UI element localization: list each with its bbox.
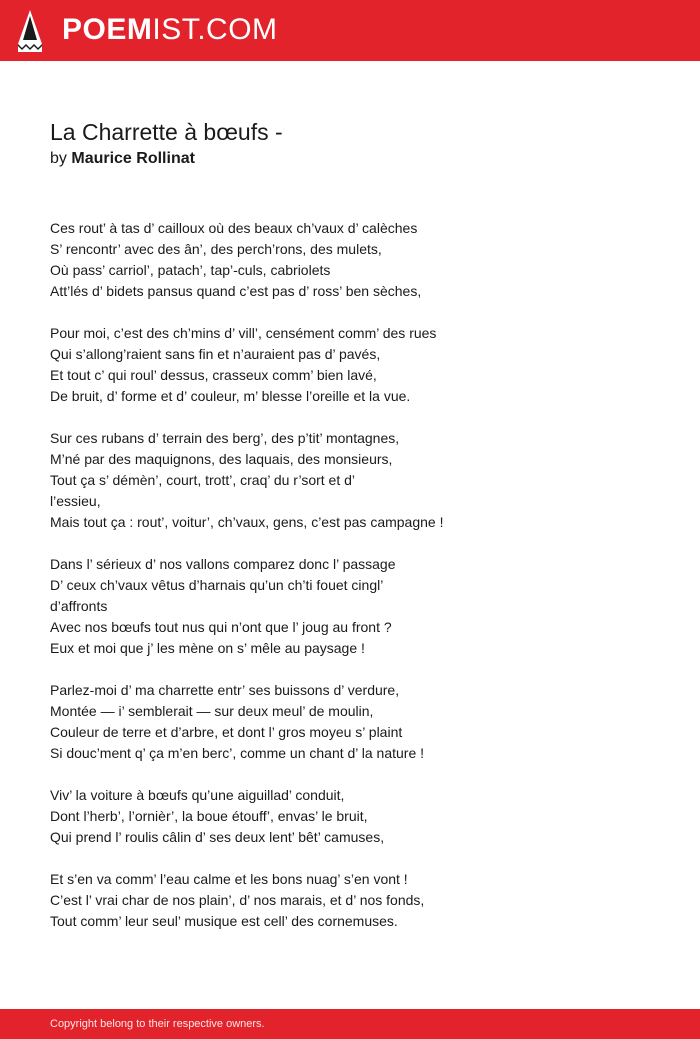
logo-bold-text: POEM: [62, 13, 153, 46]
poem-line: Tout ça s’ démèn’, court, trott’, craq’ du r’sort et d’: [50, 472, 356, 488]
poem-line: C’est l’ vrai char de nos plain’, d’ nos marais, et d’ nos fonds,: [50, 892, 425, 908]
poem-line: l’essieu,: [50, 493, 101, 509]
poem-line: d’affronts: [50, 598, 108, 614]
poem-line: Tout comm’ leur seul’ musique est cell’ des cornemuses.: [50, 913, 398, 929]
poem-line: Où pass’ carriol’, patach’, tap’-culs, cabriolets: [50, 262, 331, 278]
poem-line: Dont l’herb’, l’ornièr’, la boue étouff’, envas’ le bruit,: [50, 808, 368, 824]
poem-stanza: [50, 428, 520, 533]
poem-line: Mais tout ça : rout’, voitur’, ch’vaux, gens, c’est pas campagne !: [50, 514, 444, 530]
pencil-tip-icon[interactable]: [18, 10, 42, 52]
poem-line: M’né par des maquignons, des laquais, des monsieurs,: [50, 451, 393, 467]
poem-stanza: [50, 218, 520, 302]
logo-light-text: IST.COM: [152, 13, 278, 46]
poem-line: Avec nos bœufs tout nus qui n’ont que l’ joug au front ?: [50, 619, 392, 635]
poem-line: Qui prend l’ roulis câlin d’ ses deux lent’ bêt’ camuses,: [50, 829, 385, 845]
poem-line: Si douc’ment q’ ça m’en berc’, comme un chant d’ la nature !: [50, 745, 425, 761]
poem-stanza: [50, 323, 520, 407]
by-label: by: [50, 150, 67, 167]
poem-line: Et s’en va comm’ l’eau calme et les bons nuag’ s’en vont !: [50, 871, 408, 887]
poem-line: Eux et moi que j’ les mène on s’ mêle au paysage !: [50, 640, 365, 656]
copyright-text: Copyright belong to their respective owners.: [50, 1018, 265, 1030]
poem-line: S’ rencontr’ avec des ân’, des perch’rons, des mulets,: [50, 241, 382, 257]
poem-line: Qui s’allong’raient sans fin et n’auraient pas d’ pavés,: [50, 346, 381, 362]
site-logo[interactable]: [62, 13, 278, 47]
poem-line: Montée — i’ semblerait — sur deux meul’ de moulin,: [50, 703, 374, 719]
poem-line: Parlez-moi d’ ma charrette entr’ ses buissons d’ verdure,: [50, 682, 400, 698]
poem-stanza: [50, 680, 520, 764]
site-footer: [0, 1009, 700, 1039]
poem-stanza: [50, 869, 520, 932]
poem-line: Dans l’ sérieux d’ nos vallons comparez donc l’ passage: [50, 556, 396, 572]
poem-stanza: [50, 554, 520, 659]
poem-line: Couleur de terre et d’arbre, et dont l’ gros moyeu s’ plaint: [50, 724, 403, 740]
poem-line: Att’lés d’ bidets pansus quand c’est pas d’ ross’ ben sèches,: [50, 283, 422, 299]
poem-title: La Charrette à bœufs -: [50, 119, 283, 145]
poem-byline: [50, 149, 195, 169]
poem-body: [50, 218, 520, 953]
poem-line: Viv’ la voiture à bœufs qu’une aiguillad’ conduit,: [50, 787, 345, 803]
poem-line: Sur ces rubans d’ terrain des berg’, des p’tit’ montagnes,: [50, 430, 400, 446]
poem-line: Et tout c’ qui roul’ dessus, crasseux comm’ bien lavé,: [50, 367, 377, 383]
poem-line: Ces rout’ à tas d’ cailloux où des beaux ch’vaux d’ calèches: [50, 220, 418, 236]
poem-line: Pour moi, c’est des ch’mins d’ vill’, censément comm’ des rues: [50, 325, 437, 341]
poem-stanza: [50, 785, 520, 848]
site-header: [0, 0, 700, 61]
poem-line: D’ ceux ch’vaux vêtus d’harnais qu’un ch’ti fouet cingl’: [50, 577, 384, 593]
poem-line: De bruit, d’ forme et d’ couleur, m’ blesse l’oreille et la vue.: [50, 388, 411, 404]
poem-author[interactable]: Maurice Rollinat: [71, 150, 195, 167]
